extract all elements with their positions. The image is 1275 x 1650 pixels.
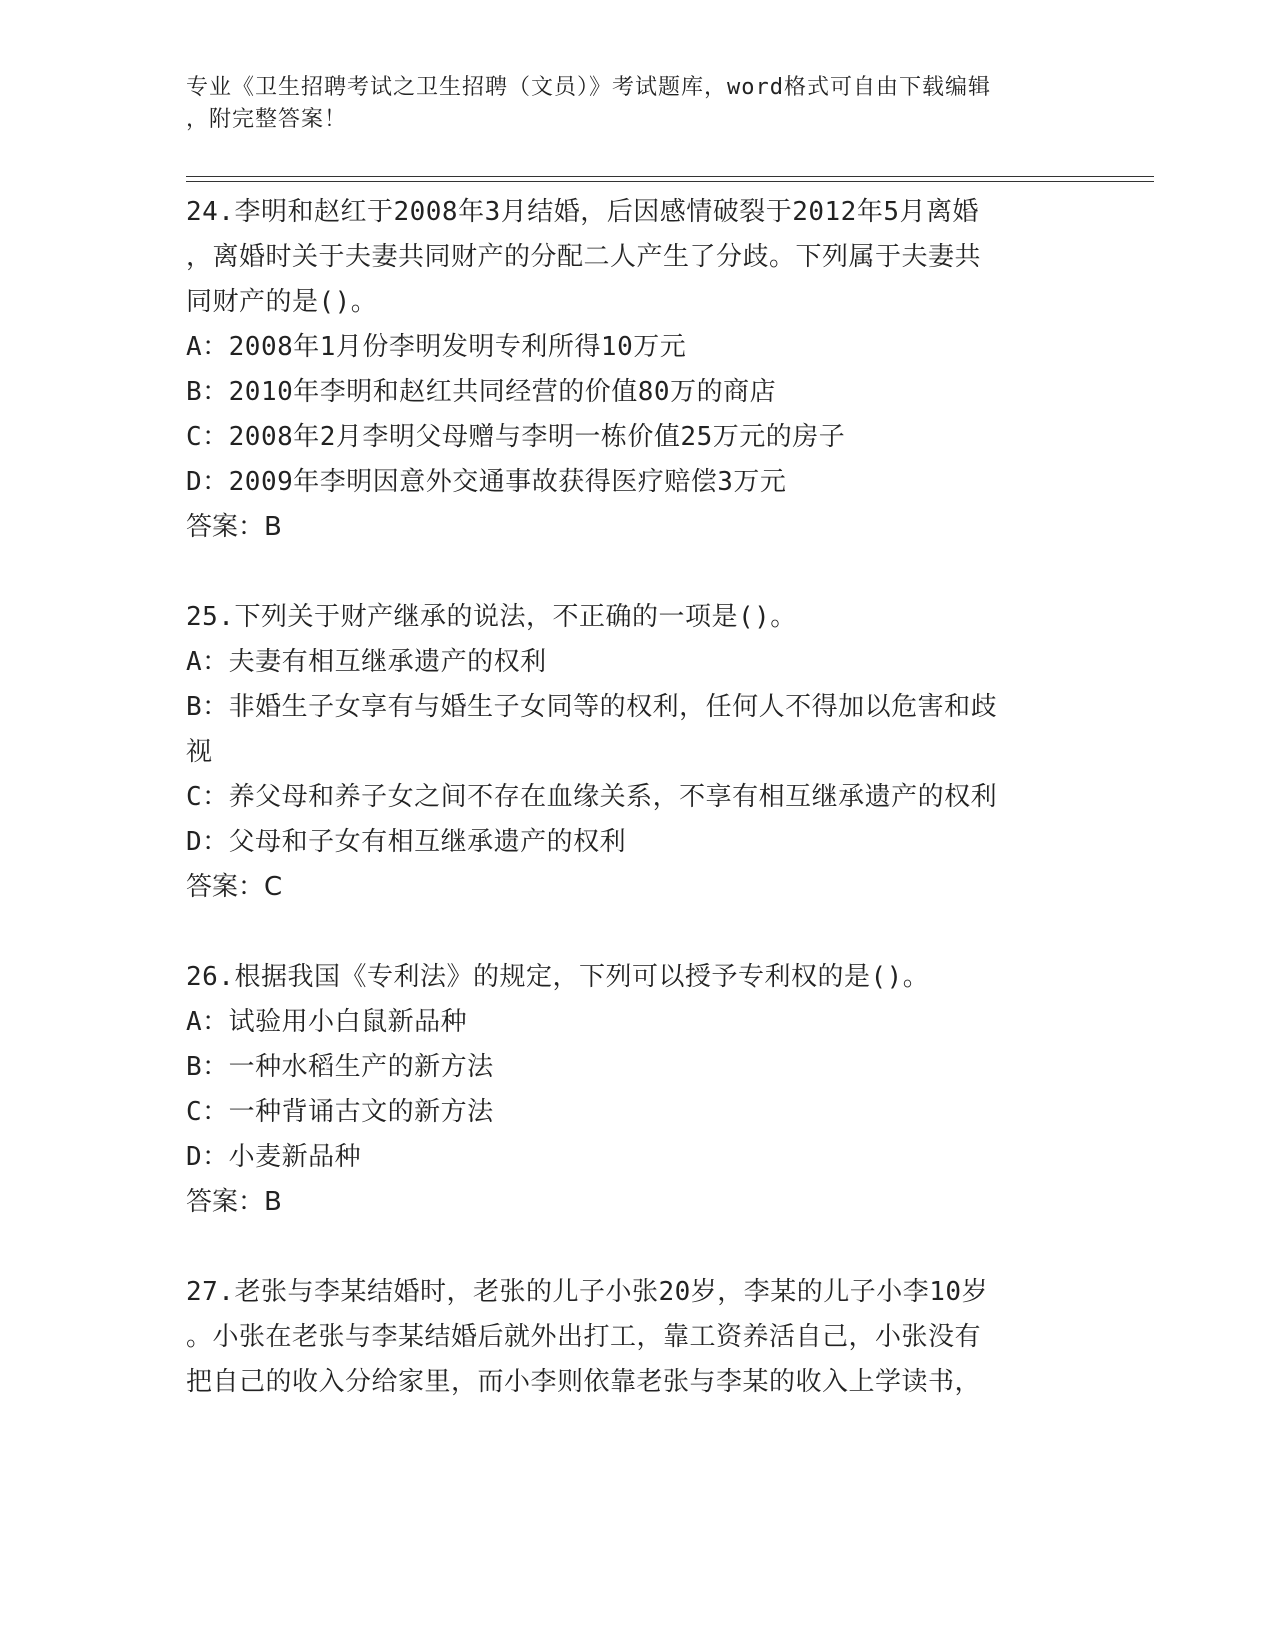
question-stem-line: 同财产的是()。 [186,287,378,317]
option-d: D：小麦新品种 [186,1142,362,1172]
option-c: C：一种背诵古文的新方法 [186,1097,494,1127]
question-stem-line: 26.根据我国《专利法》的规定，下列可以授予专利权的是()。 [186,962,930,992]
document-header [186,72,1086,136]
question-stem-line: 25.下列关于财产继承的说法，不正确的一项是()。 [186,602,797,632]
option-a: A：2008年1月份李明发明专利所得10万元 [186,332,687,362]
question-spacer [186,910,1086,955]
answer-label: 答案：C [186,872,283,902]
question-stem-line: 24.李明和赵红于2008年3月结婚，后因感情破裂于2012年5月离婚 [186,197,979,227]
question-stem-line: 27.老张与李某结婚时，老张的儿子小张20岁，李某的儿子小李10岁 [186,1277,989,1307]
question-list [186,190,1086,1405]
question-stem-line: 。小张在老张与李某结婚后就外出打工，靠工资养活自己，小张没有 [186,1322,982,1352]
option-b: B：非婚生子女享有与婚生子女同等的权利，任何人不得加以危害和歧 [186,692,998,722]
option-a: A：夫妻有相互继承遗产的权利 [186,647,547,677]
option-d: D：2009年李明因意外交通事故获得医疗赔偿3万元 [186,467,787,497]
option-a: A：试验用小白鼠新品种 [186,1007,468,1037]
question-25 [186,595,1086,910]
option-c: C：养父母和养子女之间不存在血缘关系，不享有相互继承遗产的权利 [186,782,998,812]
question-spacer [186,1225,1086,1270]
header-divider [186,176,1154,182]
header-line-1: 专业《卫生招聘考试之卫生招聘（文员）》考试题库，word格式可自由下载编辑 [186,75,991,100]
question-spacer [186,550,1086,595]
question-26 [186,955,1086,1225]
answer-label: 答案：B [186,512,282,542]
option-b: B：2010年李明和赵红共同经营的价值80万的商店 [186,377,777,407]
question-27 [186,1270,1086,1405]
header-line-2: ，附完整答案！ [186,107,348,132]
question-24 [186,190,1086,550]
option-d: D：父母和子女有相互继承遗产的权利 [186,827,627,857]
option-c: C：2008年2月李明父母赠与李明一栋价值25万元的房子 [186,422,846,452]
answer-label: 答案：B [186,1187,282,1217]
question-stem-line: 把自己的收入分给家里，而小李则依靠老张与李某的收入上学读书， [186,1367,982,1397]
option-b: B：一种水稻生产的新方法 [186,1052,494,1082]
option-b-continued: 视 [186,737,213,767]
question-stem-line: ，离婚时关于夫妻共同财产的分配二人产生了分歧。下列属于夫妻共 [186,242,982,272]
